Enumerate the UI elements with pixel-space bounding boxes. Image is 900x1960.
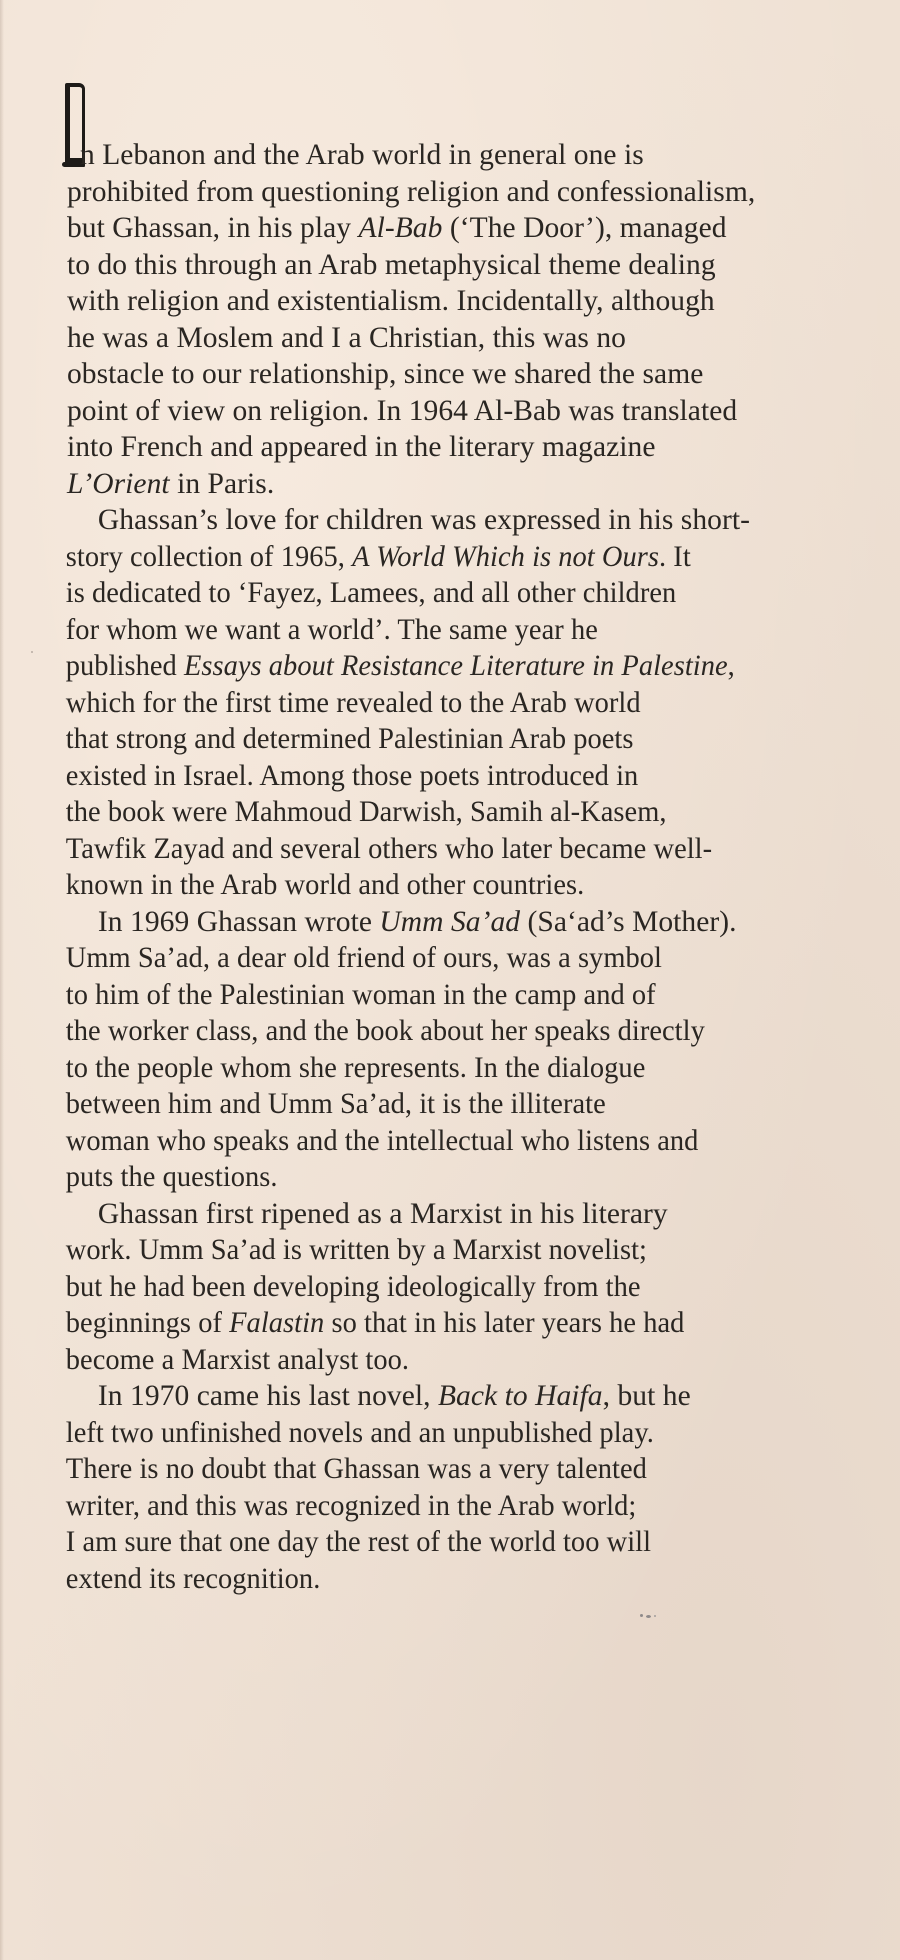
text-line: the worker class, and the book about her speaks directly — [65, 1015, 705, 1047]
text-line: to the people whom she represents. In the dialogue — [65, 1051, 646, 1084]
text-line: extend its recognition. — [65, 1562, 321, 1595]
text-line: n Lebanon and the Arab world in general one is — [79, 139, 644, 171]
text-line: the book were Mahmoud Darwish, Samih al-Kasem, — [65, 796, 667, 828]
text-line: I am sure that one day the rest of the world too will — [65, 1526, 652, 1558]
text-line: known in the Arab world and other countries. — [65, 869, 585, 901]
text-line: is dedicated to ‘Fayez, Lamees, and all other children — [65, 577, 677, 609]
text-line: point of view on religion. In 1964 Al-Bab was translated — [67, 394, 738, 427]
body-text — [67, 137, 877, 1597]
text-line: Umm Sa’ad, a dear old friend of ours, was a symbol — [65, 942, 662, 974]
text-line: become a Marxist analyst too. — [65, 1343, 410, 1376]
text-line: puts the questions. — [65, 1161, 278, 1193]
text-line: to do this through an Arab metaphysical theme dealing — [67, 248, 716, 281]
text-line: Ghassan’s love for children was expressed in his short- — [97, 504, 750, 536]
paragraph — [67, 502, 877, 904]
text-line: There is no doubt that Ghassan was a very talented — [65, 1453, 647, 1485]
text-line: prohibited from questioning religion and confessionalism, — [67, 175, 756, 208]
text-line: with religion and existentialism. Incidentally, although — [67, 285, 715, 317]
ink-speck — [31, 651, 33, 653]
text-line: obstacle to our relationship, since we shared the same — [67, 358, 704, 390]
paragraph — [67, 137, 877, 502]
paragraph — [67, 904, 877, 1196]
text-line: Tawfik Zayad and several others who later became well- — [65, 832, 713, 865]
text-line: L’Orient in Paris. — [67, 467, 275, 500]
text-line: In 1969 Ghassan wrote Umm Sa’ad (Sa‘ad’s Mother). — [97, 905, 737, 938]
ink-speck — [654, 1615, 656, 1617]
text-line: woman who speaks and the intellectual who listens and — [65, 1124, 699, 1157]
text-line: story collection of 1965, A World Which is not Ours. It — [65, 540, 691, 573]
paragraph — [67, 1196, 877, 1379]
text-line: which for the first time revealed to the Arab world — [65, 686, 641, 719]
text-line: In 1970 came his last novel, Back to Haifa, but he — [97, 1380, 691, 1412]
text-line: to him of the Palestinian woman in the camp and of — [65, 978, 656, 1011]
text-line: Ghassan first ripened as a Marxist in his literary — [97, 1197, 668, 1230]
text-line: for whom we want a world’. The same year he — [65, 613, 598, 646]
text-line: beginnings of Falastin so that in his later years he had — [65, 1307, 685, 1339]
text-line: he was a Moslem and I a Christian, this was no — [67, 321, 627, 354]
paragraph — [67, 1378, 877, 1597]
text-line: but he had been developing ideologically from the — [65, 1270, 641, 1303]
text-line: left two unfinished novels and an unpublished play. — [65, 1416, 654, 1449]
ink-speck — [640, 1614, 643, 1617]
ink-speck — [646, 1615, 651, 1618]
text-line: but Ghassan, in his play Al-Bab (‘The Door’), managed — [67, 212, 727, 244]
text-line: that strong and determined Palestinian Arab poets — [65, 723, 634, 755]
text-line: published Essays about Resistance Literature in Palestine, — [65, 650, 735, 682]
text-line: writer, and this was recognized in the Arab world; — [65, 1489, 637, 1522]
page-edge-shadow — [0, 0, 4, 1960]
text-line: work. Umm Sa’ad is written by a Marxist novelist; — [65, 1234, 647, 1266]
text-line: existed in Israel. Among those poets introduced in — [65, 759, 639, 792]
text-line: into French and appeared in the literary magazine — [67, 431, 656, 463]
text-line: between him and Umm Sa’ad, it is the illiterate — [65, 1088, 606, 1120]
